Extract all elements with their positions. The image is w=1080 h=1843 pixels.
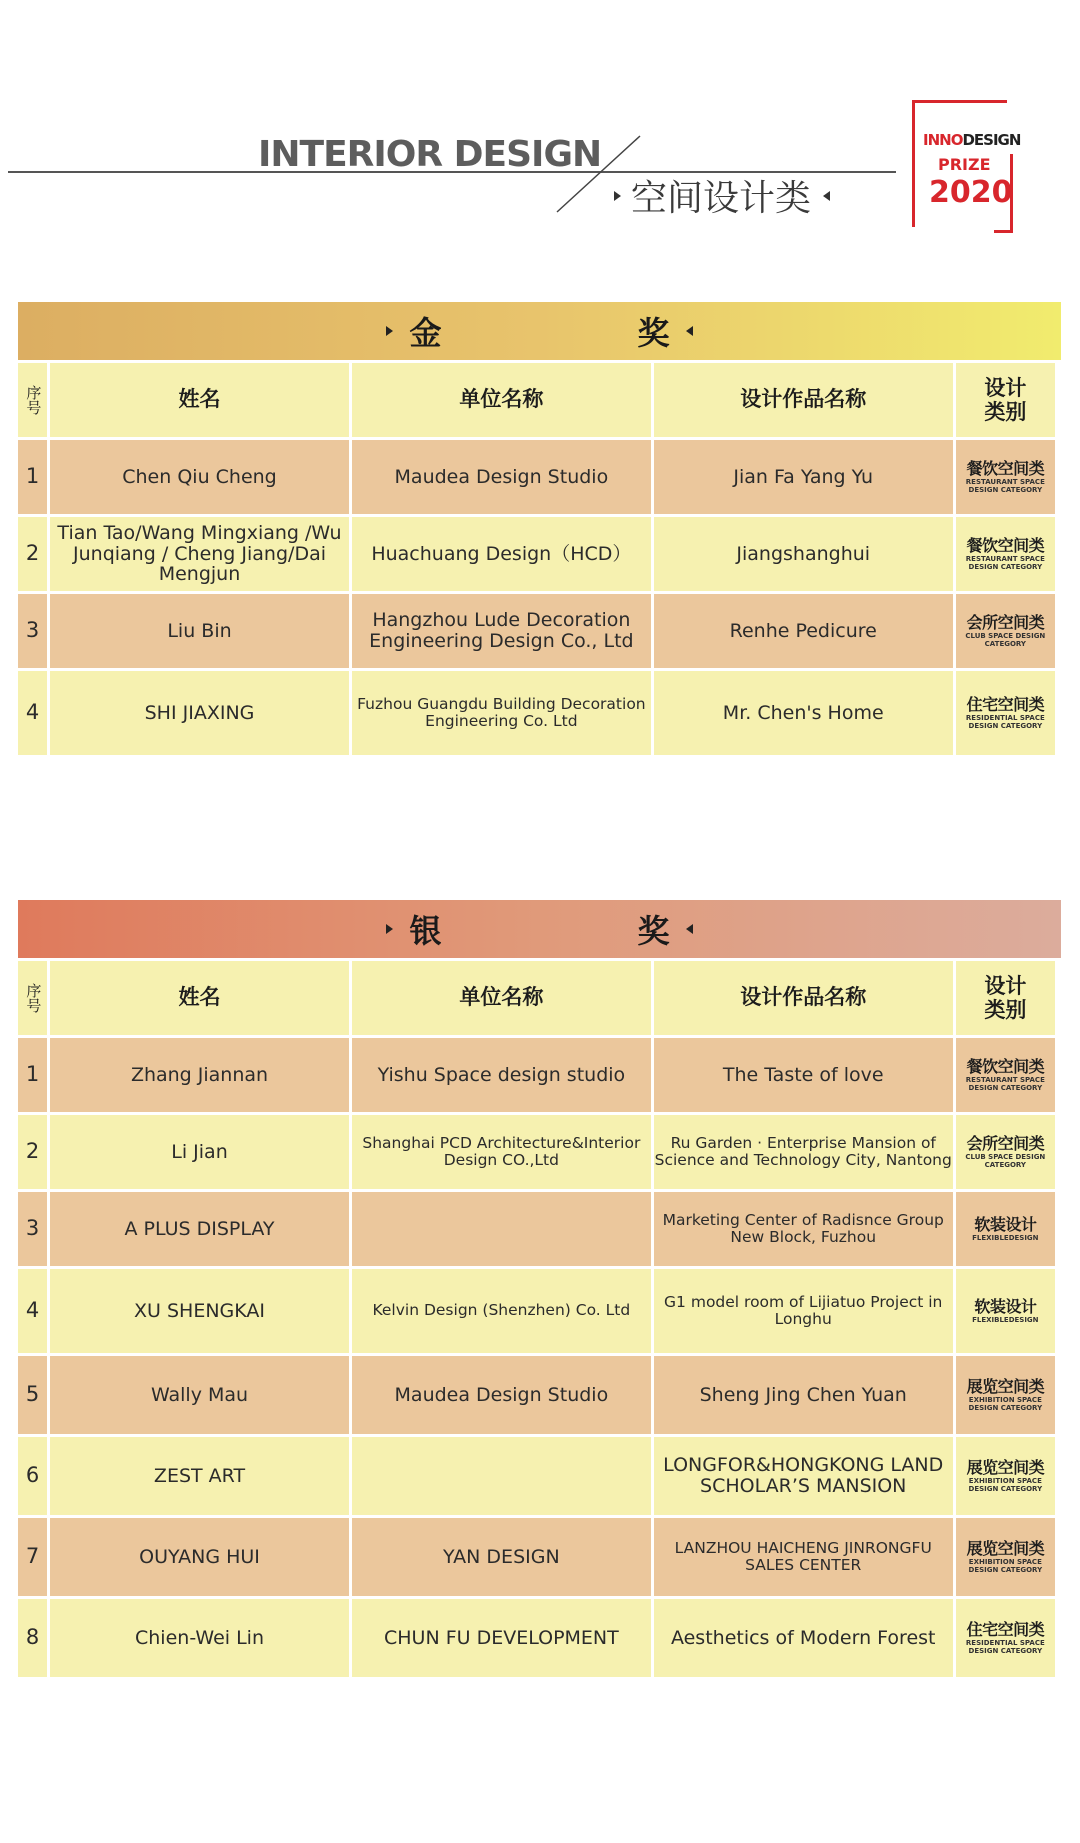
page-title-cn: [614, 170, 830, 221]
cell-company: Maudea Design Studio: [352, 1356, 651, 1434]
triangle-right-icon: [386, 924, 393, 934]
category-en: EXHIBITION SPACE DESIGN CATEGORY: [968, 1395, 1043, 1412]
cell-name: A PLUS DISPLAY: [50, 1192, 349, 1266]
col-header-category: [956, 363, 1055, 437]
cell-category: [956, 517, 1055, 591]
category-cn: 住宅空间类: [966, 1620, 1045, 1640]
col-header-work: 设计作品名称: [654, 961, 953, 1035]
triangle-left-icon: [686, 924, 693, 934]
col-header-category-text: 设计类别: [984, 375, 1027, 424]
row-number: 3: [18, 1192, 47, 1266]
category-en: RESIDENTIAL SPACE DESIGN CATEGORY: [965, 1638, 1045, 1655]
row-number: 7: [18, 1518, 47, 1596]
category-en: FLEXIBLEDESIGN: [972, 1233, 1039, 1242]
gold-award-table: [18, 302, 1061, 758]
row-number: 4: [18, 1269, 47, 1353]
category-cn: 展览空间类: [966, 1539, 1045, 1559]
category-cn: 住宅空间类: [966, 695, 1045, 715]
cell-work: Sheng Jing Chen Yuan: [654, 1356, 953, 1434]
cell-category: [956, 1269, 1055, 1353]
row-number: 3: [18, 594, 47, 668]
cell-company: [352, 1437, 651, 1515]
row-number: 2: [18, 1115, 47, 1189]
table-row: [18, 594, 1055, 668]
cell-company: Maudea Design Studio: [352, 440, 651, 514]
gold-banner-char-2: 奖: [637, 314, 670, 352]
cell-name: XU SHENGKAI: [50, 1269, 349, 1353]
category-cn: 展览空间类: [966, 1377, 1045, 1397]
table-row: [18, 671, 1055, 755]
row-number: 2: [18, 517, 47, 591]
col-header-name: 姓名: [50, 363, 349, 437]
category-cn: 会所空间类: [966, 1134, 1045, 1154]
triangle-right-icon: [386, 326, 393, 336]
category-cn: 软装设计: [974, 1297, 1037, 1317]
cell-company: YAN DESIGN: [352, 1518, 651, 1596]
innodesign-logo: [912, 100, 1021, 227]
cell-work: Aesthetics of Modern Forest: [654, 1599, 953, 1677]
gold-header-row: [18, 363, 1055, 437]
cell-work: LONGFOR&HONGKONG LAND SCHOLAR’S MANSION: [654, 1437, 953, 1515]
cell-name: ZEST ART: [50, 1437, 349, 1515]
category-en: CLUB SPACE DESIGN CATEGORY: [965, 631, 1046, 648]
cell-company: CHUN FU DEVELOPMENT: [352, 1599, 651, 1677]
table-row: [18, 440, 1055, 514]
silver-banner: [18, 900, 1061, 958]
category-en: EXHIBITION SPACE DESIGN CATEGORY: [968, 1476, 1043, 1493]
page-title-cn-text: 空间设计类: [631, 178, 812, 219]
cell-name: Zhang Jiannan: [50, 1038, 349, 1112]
col-header-no: 序号: [18, 363, 47, 437]
row-number: 1: [18, 440, 47, 514]
col-header-no: 序号: [18, 961, 47, 1035]
cell-company: Hangzhou Lude Decoration Engineering Design Co., Ltd: [352, 594, 651, 668]
category-en: FLEXIBLEDESIGN: [972, 1315, 1039, 1324]
cell-name: OUYANG HUI: [50, 1518, 349, 1596]
cell-company: Fuzhou Guangdu Building Decoration Engineering Co. Ltd: [352, 671, 651, 755]
cell-work: G1 model room of Lijiatuo Project in Longhu: [654, 1269, 953, 1353]
cell-category: [956, 1599, 1055, 1677]
table-row: [18, 1599, 1055, 1677]
gold-banner: [18, 302, 1061, 360]
row-number: 5: [18, 1356, 47, 1434]
cell-category: [956, 1192, 1055, 1266]
category-cn: 餐饮空间类: [966, 536, 1045, 556]
cell-company: Shanghai PCD Architecture&Interior Design CO.,Ltd: [352, 1115, 651, 1189]
silver-banner-char-2: 奖: [637, 912, 670, 950]
table-row: [18, 1518, 1055, 1596]
table-row: [18, 517, 1055, 591]
gold-banner-char-1: 金: [409, 314, 442, 352]
cell-work: The Taste of love: [654, 1038, 953, 1112]
table-row: [18, 1356, 1055, 1434]
logo-year: 2020: [929, 175, 1013, 210]
cell-name: Chien-Wei Lin: [50, 1599, 349, 1677]
row-number: 1: [18, 1038, 47, 1112]
table-row: [18, 1115, 1055, 1189]
category-en: RESTAURANT SPACE DESIGN CATEGORY: [965, 477, 1045, 494]
cell-category: [956, 594, 1055, 668]
page-title-en: INTERIOR DESIGN: [258, 134, 602, 175]
cell-company: Yishu Space design studio: [352, 1038, 651, 1112]
cell-category: [956, 1115, 1055, 1189]
silver-award-table: [18, 900, 1061, 1680]
category-en: RESTAURANT SPACE DESIGN CATEGORY: [965, 554, 1045, 571]
cell-name: Chen Qiu Cheng: [50, 440, 349, 514]
cell-work: Jiangshanghui: [654, 517, 953, 591]
category-cn: 餐饮空间类: [966, 459, 1045, 479]
row-number: 8: [18, 1599, 47, 1677]
category-cn: 会所空间类: [966, 613, 1045, 633]
logo-frame-corner: [994, 154, 1013, 233]
logo-line1: INNODESIGN: [923, 131, 1021, 149]
cell-category: [956, 440, 1055, 514]
cell-name: Tian Tao/Wang Mingxiang /Wu Junqiang / Cheng Jiang/Dai Mengjun: [50, 517, 349, 591]
cell-work: Jian Fa Yang Yu: [654, 440, 953, 514]
cell-work: Mr. Chen's Home: [654, 671, 953, 755]
col-header-name: 姓名: [50, 961, 349, 1035]
logo-line2: PRIZE: [938, 155, 991, 174]
category-en: CLUB SPACE DESIGN CATEGORY: [965, 1152, 1046, 1169]
cell-category: [956, 1437, 1055, 1515]
col-header-category: [956, 961, 1055, 1035]
row-number: 4: [18, 671, 47, 755]
cell-work: Marketing Center of Radisnce Group New Block, Fuzhou: [654, 1192, 953, 1266]
category-cn: 软装设计: [974, 1215, 1037, 1235]
table-row: [18, 1192, 1055, 1266]
col-header-work: 设计作品名称: [654, 363, 953, 437]
cell-name: Li Jian: [50, 1115, 349, 1189]
col-header-company: 单位名称: [352, 961, 651, 1035]
table-row: [18, 1437, 1055, 1515]
category-en: EXHIBITION SPACE DESIGN CATEGORY: [968, 1557, 1043, 1574]
col-header-category-text: 设计类别: [984, 973, 1027, 1022]
triangle-right-icon: [614, 191, 621, 201]
silver-header-row: [18, 961, 1055, 1035]
cell-company: Kelvin Design (Shenzhen) Co. Ltd: [352, 1269, 651, 1353]
category-cn: 餐饮空间类: [966, 1057, 1045, 1077]
triangle-left-icon: [686, 326, 693, 336]
row-number: 6: [18, 1437, 47, 1515]
silver-banner-char-1: 银: [409, 912, 442, 950]
cell-company: [352, 1192, 651, 1266]
cell-company: Huachuang Design（HCD）: [352, 517, 651, 591]
cell-category: [956, 1356, 1055, 1434]
table-row: [18, 1269, 1055, 1353]
cell-name: SHI JIAXING: [50, 671, 349, 755]
cell-work: LANZHOU HAICHENG JINRONGFU SALES CENTER: [654, 1518, 953, 1596]
category-cn: 展览空间类: [966, 1458, 1045, 1478]
triangle-left-icon: [823, 191, 830, 201]
cell-work: Renhe Pedicure: [654, 594, 953, 668]
category-en: RESIDENTIAL SPACE DESIGN CATEGORY: [965, 713, 1045, 730]
silver-table: [15, 958, 1058, 1680]
cell-category: [956, 1038, 1055, 1112]
cell-work: Ru Garden · Enterprise Mansion of Science and Technology City, Nantong: [654, 1115, 953, 1189]
category-en: RESTAURANT SPACE DESIGN CATEGORY: [965, 1075, 1045, 1092]
cell-name: Liu Bin: [50, 594, 349, 668]
cell-category: [956, 1518, 1055, 1596]
col-header-company: 单位名称: [352, 363, 651, 437]
cell-name: Wally Mau: [50, 1356, 349, 1434]
gold-table: [15, 360, 1058, 758]
table-row: [18, 1038, 1055, 1112]
cell-category: [956, 671, 1055, 755]
